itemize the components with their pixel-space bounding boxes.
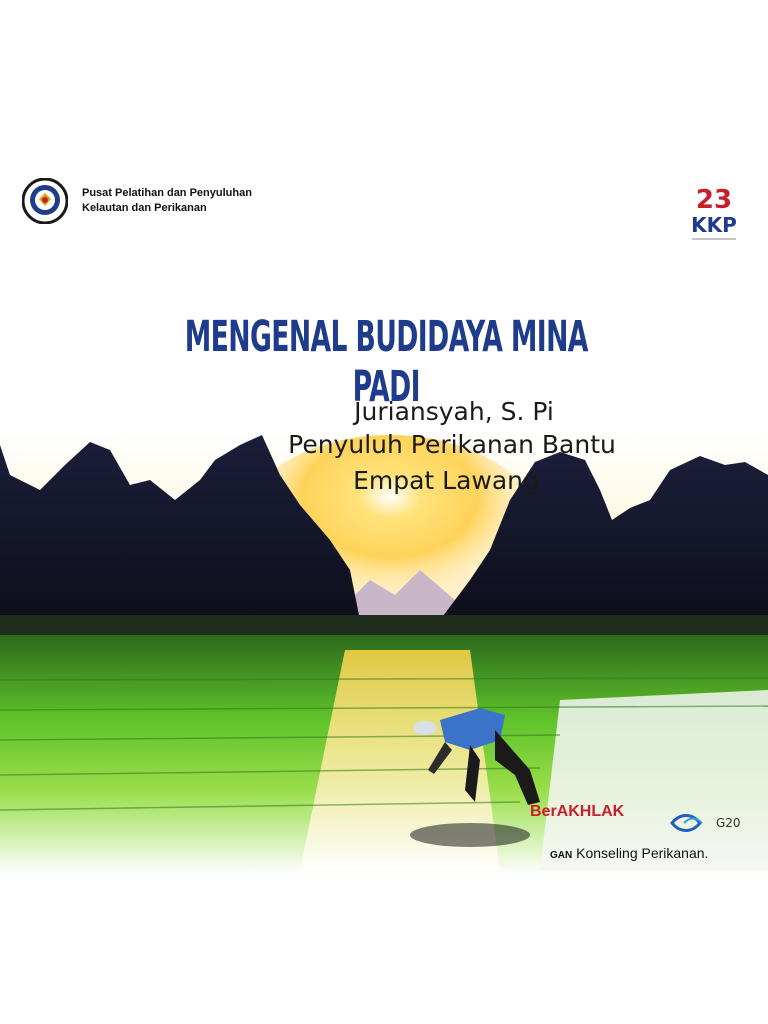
g20-text: G20 (716, 816, 741, 830)
author-role: Penyuluh Perikanan Bantu (288, 430, 616, 459)
g20-logo-icon (670, 805, 750, 835)
konseling-text: Konseling Perikanan. (576, 845, 709, 861)
konseling-prefix: GAN (550, 850, 573, 861)
document-title: MENGENAL BUDIDAYA MINA PADI (184, 312, 588, 412)
rice-field-photo (0, 430, 768, 875)
author-name: Juriansyah, S. Pi (354, 397, 554, 426)
org-line-2: Kelautan dan Perikanan (82, 202, 207, 214)
konseling-tagline (550, 845, 708, 861)
svg-text:23: 23 (695, 185, 733, 215)
kkp-anniversary-logo-icon (684, 182, 744, 244)
author-location: Empat Lawang (353, 466, 539, 495)
org-line-1: Pusat Pelatihan dan Penyuluhan (82, 187, 252, 199)
svg-text:KKP: KKP (691, 213, 737, 237)
organization-name (82, 186, 252, 216)
berakhlak-logo: BerAKHLAK (530, 803, 625, 820)
ministry-emblem-icon (22, 178, 68, 224)
